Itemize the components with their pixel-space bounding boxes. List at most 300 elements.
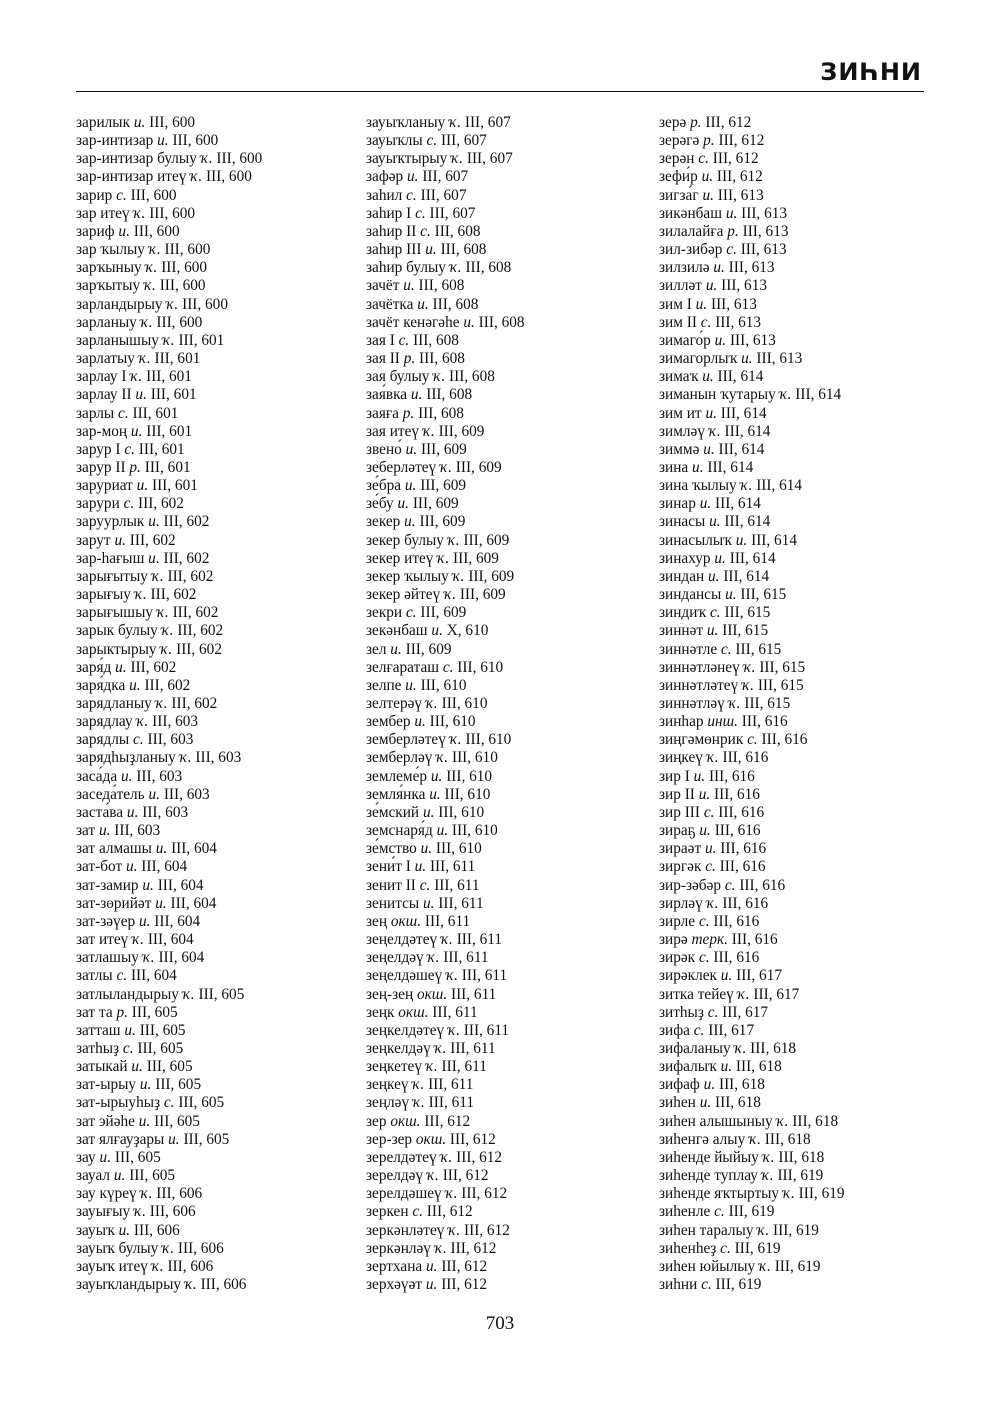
entry-part-of-speech: ҡ. <box>779 386 792 404</box>
index-entry <box>366 895 666 913</box>
index-entry <box>76 1222 376 1240</box>
index-entry <box>659 1131 959 1149</box>
entry-reference: III, 600 <box>130 186 177 204</box>
entry-reference: III, 619 <box>798 1185 845 1203</box>
index-entry <box>366 132 666 150</box>
index-entry <box>76 1131 376 1149</box>
entry-headword: зир I <box>659 767 690 785</box>
entry-headword: заса́да <box>76 767 118 785</box>
entry-reference: III, 606 <box>149 1203 196 1221</box>
entry-reference: III, 608 <box>413 331 459 349</box>
entry-part-of-speech: с. <box>724 876 736 894</box>
entry-headword: зат <box>76 822 96 840</box>
entry-reference: III, 608 <box>449 368 495 386</box>
entry-reference: III, 601 <box>146 422 193 440</box>
entry-headword: зифаланыу <box>659 1039 731 1057</box>
entry-part-of-speech: и. <box>397 495 409 513</box>
entry-reference: III, 601 <box>178 331 225 349</box>
entry-reference: III, 608 <box>478 313 525 331</box>
entry-headword: зарлы <box>76 404 115 422</box>
entry-headword: зерелдәү <box>366 1167 424 1185</box>
index-entry <box>76 1076 376 1094</box>
entry-headword: зеберләтеү <box>366 458 437 476</box>
entry-part-of-speech: и. <box>404 477 417 495</box>
index-entry <box>76 822 376 840</box>
entry-reference: III, 607 <box>464 114 511 131</box>
index-entry <box>659 223 959 241</box>
index-entry <box>366 1222 666 1240</box>
index-entry <box>76 949 376 967</box>
entry-reference: III, 606 <box>177 1239 224 1257</box>
entry-part-of-speech: ҡ. <box>440 1148 453 1166</box>
entry-part-of-speech: и. <box>702 186 714 204</box>
entry-part-of-speech: ҡ. <box>436 749 449 767</box>
entry-part-of-speech: и. <box>693 767 706 785</box>
entry-part-of-speech: и. <box>126 803 139 821</box>
entry-part-of-speech: и. <box>436 822 449 840</box>
page-number: 703 <box>485 1313 515 1334</box>
entry-reference: III, 614 <box>756 477 803 495</box>
entry-part-of-speech: и. <box>114 531 126 549</box>
entry-reference: III, 610 <box>457 658 504 676</box>
index-entry <box>366 296 666 314</box>
entry-part-of-speech: ҡ. <box>762 1148 775 1166</box>
index-entry <box>76 423 376 441</box>
entry-part-of-speech: с. <box>123 495 135 513</box>
entry-headword: зинахур <box>659 549 711 567</box>
entry-headword: зат-замир <box>76 876 139 894</box>
header-rule <box>76 91 924 92</box>
entry-reference: III, 605 <box>155 1076 202 1094</box>
entry-part-of-speech: ҡ. <box>134 1203 146 1221</box>
entry-part-of-speech: ҡ. <box>142 949 155 967</box>
index-entry <box>366 1258 666 1276</box>
entry-reference: III, 600 <box>161 259 208 277</box>
index-entry <box>659 1222 959 1240</box>
entry-part-of-speech: ҡ. <box>184 1276 197 1293</box>
entry-headword: зинар <box>659 495 696 513</box>
index-entry <box>76 314 376 332</box>
index-entry <box>366 840 666 858</box>
entry-part-of-speech: и. <box>133 114 146 131</box>
entry-headword: зауыҡ итеү <box>76 1257 148 1275</box>
entry-reference: III, 610 <box>438 803 485 821</box>
entry-headword: зефи́р <box>659 168 698 186</box>
index-entry <box>76 1258 376 1276</box>
entry-part-of-speech: и. <box>404 513 416 531</box>
entry-headword: зарығышыу <box>76 604 154 622</box>
entry-headword: зикәнбаш <box>659 204 722 222</box>
index-entry <box>366 931 666 949</box>
index-entry <box>366 495 666 513</box>
index-entry <box>659 259 959 277</box>
entry-part-of-speech: с. <box>420 222 431 240</box>
entry-headword: зарлау I <box>76 368 127 386</box>
entry-reference: III, 610 <box>444 785 491 803</box>
entry-part-of-speech: и. <box>390 640 402 658</box>
index-entry <box>659 1203 959 1221</box>
index-entry <box>659 441 959 459</box>
entry-headword: зенит II <box>366 876 416 894</box>
index-entry <box>659 568 959 586</box>
entry-part-of-speech: и. <box>720 1058 733 1076</box>
entry-part-of-speech: ҡ. <box>782 1185 795 1203</box>
index-entry <box>659 1058 959 1076</box>
entry-part-of-speech: с. <box>163 1094 175 1112</box>
index-entry <box>659 296 959 314</box>
index-entry <box>659 1167 959 1185</box>
entry-headword: зирәк <box>659 949 696 967</box>
index-entry <box>659 986 959 1004</box>
entry-headword: затлы <box>76 967 113 985</box>
index-entry <box>659 1040 959 1058</box>
entry-part-of-speech: и. <box>414 858 427 876</box>
entry-headword: зиммә <box>659 440 700 458</box>
index-entry <box>659 132 959 150</box>
index-entry <box>366 877 666 895</box>
entry-headword: зарландырыу <box>76 295 163 313</box>
entry-part-of-speech: и. <box>703 440 715 458</box>
entry-headword: заря́дка <box>76 676 126 694</box>
entry-headword: зар-интизар булыу <box>76 150 197 168</box>
entry-part-of-speech: и. <box>125 858 138 876</box>
entry-reference: III, 602 <box>130 658 177 676</box>
index-entry <box>659 858 959 876</box>
index-entry <box>76 405 376 423</box>
entry-reference: III, 613 <box>728 259 775 277</box>
index-entry <box>659 1113 959 1131</box>
index-entry <box>659 168 959 186</box>
entry-reference: III, 608 <box>418 277 465 295</box>
entry-part-of-speech: ҡ. <box>758 1257 771 1275</box>
entry-part-of-speech: и. <box>135 386 147 404</box>
entry-headword: зарыктырыу <box>76 640 157 658</box>
entry-part-of-speech: и. <box>420 840 433 858</box>
entry-reference: III, 605 <box>146 1058 193 1076</box>
index-entry <box>366 659 666 677</box>
entry-headword: зерелдәшеү <box>366 1185 442 1203</box>
entry-reference: III, 610 <box>429 713 476 731</box>
index-entry <box>366 768 666 786</box>
entry-reference: III, 604 <box>157 876 204 894</box>
entry-part-of-speech: и. <box>725 586 737 604</box>
entry-headword: зилалайға <box>659 222 724 240</box>
entry-reference: III, 601 <box>151 477 198 495</box>
entry-reference: III, 611 <box>450 1039 496 1057</box>
entry-reference: III, 618 <box>750 1039 797 1057</box>
entry-reference: III, 610 <box>451 822 498 840</box>
index-entry <box>659 495 959 513</box>
entry-headword: зау күреү <box>76 1185 137 1203</box>
index-entry <box>659 804 959 822</box>
index-entry <box>76 296 376 314</box>
index-entry <box>76 840 376 858</box>
entry-reference: III, 617 <box>736 967 782 985</box>
entry-reference: X, 610 <box>446 622 489 640</box>
entry-part-of-speech: и. <box>430 767 443 785</box>
entry-part-of-speech: ҡ. <box>160 640 173 658</box>
entry-part-of-speech: с. <box>698 949 710 967</box>
entry-reference: III, 609 <box>468 567 515 585</box>
index-entry <box>366 405 666 423</box>
index-entry <box>659 622 959 640</box>
entry-part-of-speech: с. <box>442 658 454 676</box>
entry-reference: III, 600 <box>182 295 228 313</box>
entry-part-of-speech: и. <box>124 1021 136 1039</box>
entry-reference: III, 611 <box>432 1003 478 1021</box>
entry-part-of-speech: с. <box>419 876 431 894</box>
entry-headword: зарланыу <box>76 313 137 331</box>
entry-headword: заһир I <box>366 204 412 222</box>
index-entry <box>659 187 959 205</box>
entry-part-of-speech: и. <box>148 785 160 803</box>
entry-headword: зелпе <box>366 676 402 694</box>
entry-reference: III, 619 <box>728 1203 775 1221</box>
entry-headword: зимаҡ <box>659 368 699 386</box>
entry-part-of-speech: и. <box>425 1276 438 1293</box>
entry-part-of-speech: окш. <box>390 912 422 930</box>
entry-headword: зарур I <box>76 440 121 458</box>
column-1 <box>76 114 376 1294</box>
entry-headword: зитка тейеү <box>659 985 734 1003</box>
entry-headword: зарур II <box>76 458 126 476</box>
entry-part-of-speech: ҡ. <box>740 477 753 495</box>
index-entry <box>76 187 376 205</box>
index-entry <box>659 768 959 786</box>
entry-headword: зигза́г <box>659 186 699 204</box>
entry-headword: зеңләү <box>366 1094 410 1112</box>
index-entry <box>659 713 959 731</box>
entry-reference: III, 617 <box>722 1003 769 1021</box>
entry-reference: III, 613 <box>717 186 764 204</box>
entry-reference: III, 600 <box>149 114 196 131</box>
entry-reference: III, 611 <box>424 912 471 930</box>
index-entry <box>659 368 959 386</box>
index-entry <box>366 913 666 931</box>
entry-reference: III, 616 <box>761 731 808 749</box>
entry-headword: зар-интизар итеү <box>76 168 187 186</box>
entry-headword: земберләү <box>366 749 433 767</box>
entry-part-of-speech: ҡ. <box>200 150 213 168</box>
entry-reference: III, 610 <box>441 695 488 712</box>
entry-headword: зирәклек <box>659 967 717 985</box>
entry-part-of-speech: ҡ. <box>451 150 464 168</box>
index-entry <box>76 441 376 459</box>
entry-reference: III, 600 <box>159 277 206 295</box>
entry-reference: III, 604 <box>158 949 205 967</box>
entry-reference: III, 610 <box>451 749 498 767</box>
entry-reference: III, 603 <box>114 822 161 840</box>
index-entry <box>659 1076 959 1094</box>
entry-reference: III, 602 <box>138 495 184 513</box>
index-entry <box>659 332 959 350</box>
index-entry <box>366 513 666 531</box>
entry-reference: III, 619 <box>774 1257 821 1275</box>
entry-reference: III, 616 <box>719 858 766 876</box>
entry-headword: заяға <box>366 404 399 422</box>
entry-reference: III, 617 <box>753 985 800 1003</box>
entry-part-of-speech: ҡ. <box>155 695 168 712</box>
entry-headword: зиһенде яҡтыртыу <box>659 1185 780 1203</box>
index-entry <box>659 877 959 895</box>
index-entry <box>659 913 959 931</box>
entry-headword: зерхәүәт <box>366 1276 423 1293</box>
entry-headword: зат эйәһе <box>76 1112 135 1130</box>
entry-part-of-speech: с. <box>714 1203 725 1221</box>
entry-reference: III, 609 <box>419 513 466 531</box>
entry-headword: заһир булыу <box>366 259 446 277</box>
entry-headword: зекер булыу <box>366 531 444 549</box>
entry-headword: зифаф <box>659 1076 700 1094</box>
entry-part-of-speech: и. <box>714 331 727 349</box>
entry-part-of-speech: ҡ. <box>425 1058 438 1076</box>
entry-reference: III, 614 <box>718 440 765 458</box>
entry-headword: зиндиҡ <box>659 604 707 622</box>
entry-reference: III, 608 <box>432 295 479 313</box>
entry-headword: зар-интизар <box>76 132 154 150</box>
entry-headword: зат-ырыуһыҙ <box>76 1094 161 1112</box>
entry-headword: зекри <box>366 604 403 622</box>
entry-headword: зим II <box>659 313 697 331</box>
entry-reference: III, 611 <box>428 1094 474 1112</box>
index-entry <box>366 1167 666 1185</box>
entry-headword: зең-зең <box>366 985 414 1003</box>
index-entry <box>76 1113 376 1131</box>
entry-part-of-speech: с. <box>118 404 129 422</box>
entry-part-of-speech: ҡ. <box>449 731 462 749</box>
entry-reference: III, 616 <box>714 822 761 840</box>
entry-headword: зимагорлыҡ <box>659 350 738 368</box>
entry-headword: зеңкетеү <box>366 1058 422 1076</box>
entry-part-of-speech: с. <box>709 604 721 622</box>
entry-reference: III, 605 <box>178 1094 225 1112</box>
entry-part-of-speech: ҡ. <box>447 531 460 549</box>
entry-headword: зеркен <box>366 1203 409 1221</box>
index-entry <box>659 532 959 550</box>
entry-part-of-speech: и. <box>98 822 111 840</box>
index-entry <box>76 1040 376 1058</box>
entry-reference: III, 612 <box>424 1112 471 1130</box>
entry-part-of-speech: ҡ. <box>749 1130 761 1148</box>
index-entry <box>366 695 666 713</box>
entry-headword: зат-бот <box>76 858 123 876</box>
entry-reference: III, 612 <box>442 1167 489 1185</box>
entry-part-of-speech: ҡ. <box>434 1039 447 1057</box>
index-entry <box>659 150 959 168</box>
entry-part-of-speech: ҡ. <box>448 1221 461 1239</box>
entry-headword: зифа <box>659 1021 690 1039</box>
entry-part-of-speech: ҡ. <box>448 1021 460 1039</box>
index-entry <box>76 223 376 241</box>
entry-reference: III, 615 <box>735 640 782 658</box>
entry-part-of-speech: с. <box>703 803 715 821</box>
entry-part-of-speech: с. <box>698 912 710 930</box>
entry-part-of-speech: ҡ. <box>148 241 161 259</box>
index-entry <box>76 1004 376 1022</box>
index-entry <box>659 731 959 749</box>
entry-part-of-speech: и. <box>706 622 719 640</box>
entry-reference: III, 609 <box>412 495 459 513</box>
entry-headword: зитһыҙ <box>659 1003 704 1021</box>
entry-reference: III, 602 <box>129 531 176 549</box>
entry-reference: III, 602 <box>163 513 210 531</box>
entry-headword: зауыҡ <box>76 1221 115 1239</box>
index-entry <box>659 1185 959 1203</box>
entry-headword: зарҡытыу <box>76 277 141 295</box>
index-entry <box>659 1276 959 1294</box>
entry-reference: III, 608 <box>434 222 481 240</box>
entry-headword: зарығыу <box>76 586 131 604</box>
entry-headword: землеме́р <box>366 767 428 785</box>
index-entry <box>366 858 666 876</box>
index-entry <box>366 187 666 205</box>
entry-part-of-speech: с. <box>720 640 732 658</box>
entry-headword: зарядһыҙланыу <box>76 749 176 767</box>
entry-headword: зариф <box>76 222 115 240</box>
entry-headword: зачёт кенәгәһе <box>366 313 460 331</box>
index-entry <box>659 205 959 223</box>
entry-part-of-speech: и. <box>148 513 160 531</box>
index-entry <box>659 1094 959 1112</box>
index-entry <box>76 1240 376 1258</box>
entry-headword: зауыҡ булыу <box>76 1239 159 1257</box>
index-entry <box>659 677 959 695</box>
entry-reference: III, 602 <box>172 604 219 622</box>
entry-headword: зиһен юйылыу <box>659 1257 756 1275</box>
entry-part-of-speech: ҡ. <box>761 1167 774 1185</box>
entry-headword: зирләү <box>659 894 703 912</box>
entry-part-of-speech: и. <box>699 822 711 840</box>
entry-reference: III, 618 <box>764 1130 811 1148</box>
entry-reference: III, 612 <box>712 150 759 168</box>
entry-part-of-speech: ҡ. <box>134 586 147 604</box>
entry-headword: зая булыу <box>366 368 430 386</box>
index-entry <box>76 1022 376 1040</box>
entry-headword: зиһенле <box>659 1203 711 1221</box>
entry-part-of-speech: ҡ. <box>136 713 149 731</box>
index-entry <box>76 931 376 949</box>
entry-reference: III, 614 <box>795 386 842 404</box>
index-entry <box>659 350 959 368</box>
index-entry <box>366 205 666 223</box>
entry-headword: зачётка <box>366 295 414 313</box>
entry-part-of-speech: с. <box>116 186 127 204</box>
entry-headword: зиннәтләнеү <box>659 658 740 676</box>
entry-headword: заста́ва <box>76 803 124 821</box>
entry-part-of-speech: ҡ. <box>182 985 195 1003</box>
entry-headword: зина <box>659 458 689 476</box>
entry-reference: III, 600 <box>149 204 196 222</box>
entry-part-of-speech: ҡ. <box>708 422 721 440</box>
entry-reference: III, 616 <box>713 912 760 930</box>
entry-headword: зер <box>366 1112 387 1130</box>
entry-part-of-speech: с. <box>405 604 417 622</box>
entry-headword: зелтерәү <box>366 695 423 712</box>
entry-reference: III, 614 <box>729 549 776 567</box>
entry-reference: III, 613 <box>742 222 789 240</box>
entry-part-of-speech: и. <box>168 1130 180 1148</box>
entry-headword: зим I <box>659 295 692 313</box>
index-entry <box>659 277 959 295</box>
entry-headword: заруурлык <box>76 513 145 531</box>
index-entry <box>366 1004 666 1022</box>
entry-part-of-speech: и. <box>131 1058 143 1076</box>
entry-headword: зат ялғауҙары <box>76 1130 165 1148</box>
entry-reference: III, 600 <box>164 241 211 259</box>
entry-headword: зарлатыу <box>76 350 135 368</box>
index-entry <box>76 1094 376 1112</box>
entry-reference: III, 616 <box>722 894 769 912</box>
